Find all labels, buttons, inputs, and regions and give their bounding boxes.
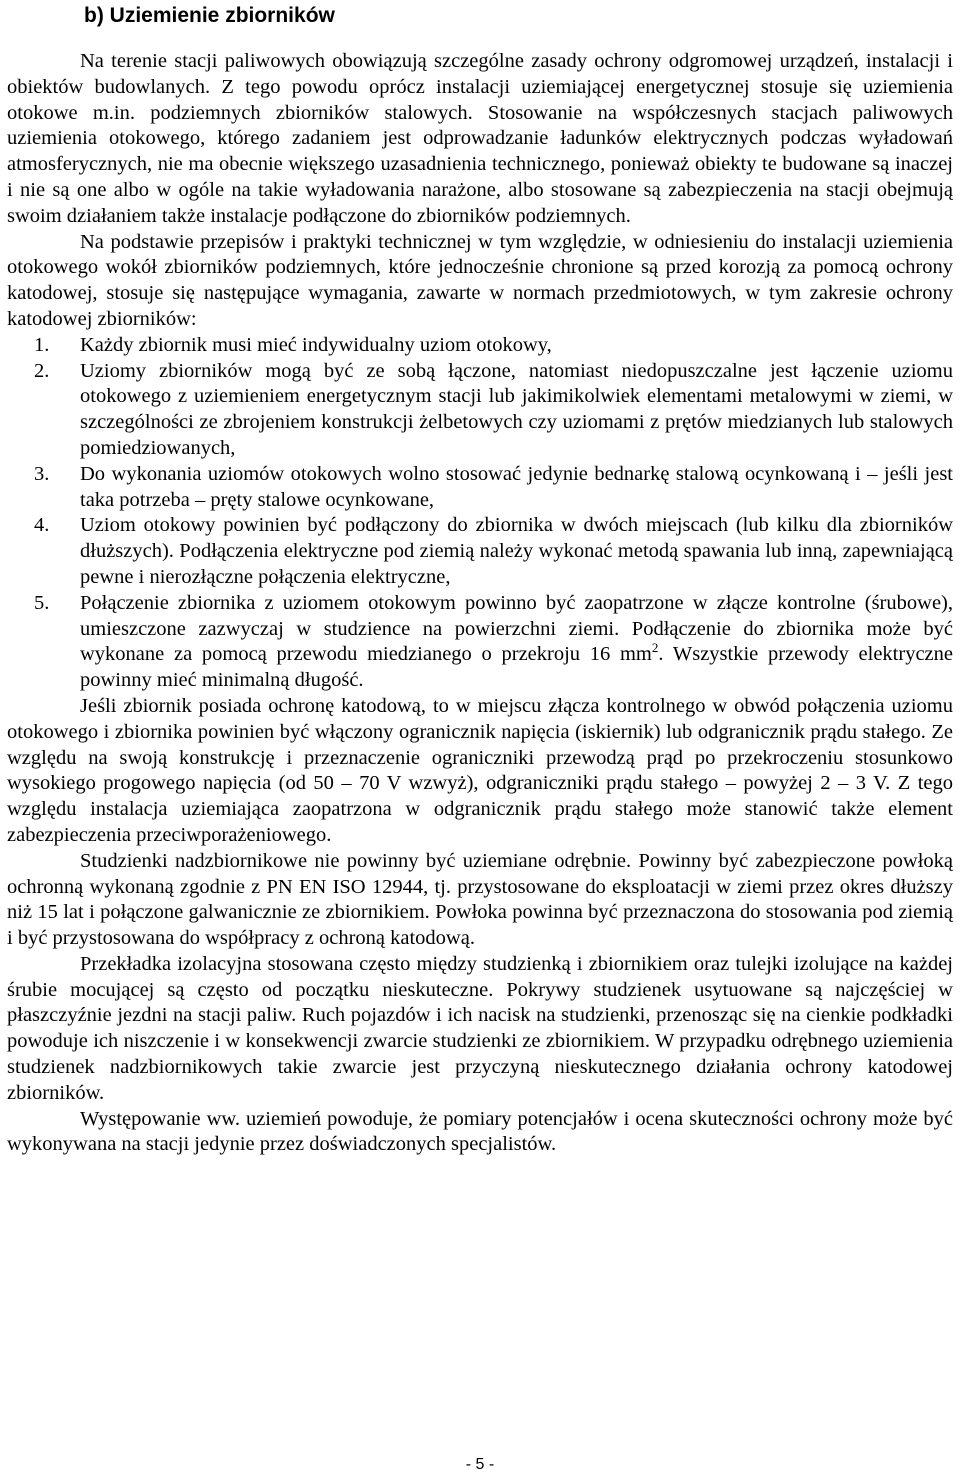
paragraph-requirements-intro: Na podstawie przepisów i praktyki technicznej w tym względzie, w odniesieniu do instalacji uziemienia otokowego wokół zbiorników podziemnych, które jednocześnie chronione są przed korozją za pomocą ochrony katodowej, stosuje się następujące wymagania, zawarte w normach przedmiotowych, w tym zakresie ochrony katodowej zbiorników:	[7, 230, 953, 330]
page-number: - 5 -	[465, 1456, 495, 1473]
list-item	[7, 333, 953, 359]
superscript: 2	[651, 640, 659, 656]
list-item-text-part: . Wszystkie przewody elektryczne powinny mieć minimalną długość.	[80, 643, 953, 692]
list-item-text: Do wykonania uziomów otokowych wolno stosować jedynie bednarkę stalową ocynkowaną i – jeśli jest taka potrzeba – pręty stalowe ocynkowane,	[80, 462, 953, 511]
list-item-text: Każdy zbiornik musi mieć indywidualny uziom otokowy,	[80, 333, 552, 356]
list-item-number: 4.	[34, 514, 50, 537]
paragraph-conclusion: Występowanie ww. uziemień powoduje, że pomiary potencjałów i ocena skuteczności ochrony może być wykonywana na stacji jedynie przez doświadczonych specjalistów.	[7, 1107, 953, 1156]
list-item-text: Uziomy zbiorników mogą być ze sobą łączone, natomiast niedopuszczalne jest łączenie uziomu otokowego z uziemieniem energetycznym stacji lub jakimikolwiek elementami metalowymi w ziemi, w szczególności ze zbrojeniem konstrukcji żelbetowych czy uziomami z prętów miedzianych lub stalowych pomiedziowanych,	[80, 359, 953, 459]
requirements-list	[7, 333, 953, 694]
list-item	[7, 513, 953, 590]
list-item-text: Uziom otokowy powinien być podłączony do zbiornika w dwóch miejscach (lub kilku dla zbiorników dłuższych). Podłączenia elektryczne pod ziemią należy wykonać metodą spawania lub inną, zapewniającą pewne i nierozłączne połączenia elektryczne,	[80, 514, 953, 588]
list-item-number: 3.	[34, 462, 50, 485]
paragraph-intro: Na terenie stacji paliwowych obowiązują szczególne zasady ochrony odgromowej urządzeń, instalacji i obiektów budowlanych. Z tego powodu oprócz instalacji uziemiającej energetycznej stosuje się uziemienia otokowe m.in. podziemnych zbiorników stalowych. Stosowanie na współczesnych stacjach paliwowych uziemienia otokowego, którego zadaniem jest odprowadzanie ładunków elektrycznych podczas wyładowań atmosferycznych, nie ma obecnie większego uzasadnienia technicznego, ponieważ obiekty te budowane są inaczej i nie są one albo w ogóle na takie wyładowania narażone, albo stosowane są zabezpieczenia na stacji obejmują swoim działaniem także instalacje podłączone do zbiorników podziemnych.	[7, 50, 953, 227]
list-item	[7, 462, 953, 514]
list-item-number: 5.	[34, 591, 50, 614]
paragraph-cathodic-protection: Jeśli zbiornik posiada ochronę katodową, to w miejscu złącza kontrolnego w obwód połączenia uziomu otokowego i zbiornika powinien być włączony ogranicznik napięcia (iskiernik) lub odgranicznik prądu stałego. Ze względu na swoją konstrukcję i przeznaczenie ograniczniki przewodzą prąd po przekroczeniu stosunkowo wysokiego progowego napięcia (od 50 – 70 V wzwyż), odgraniczniki prądu stałego – powyżej 2 – 3 V. Z tego względu instalacja uziemiająca zaopatrzona w odgranicznik prądu stałego może stanowić także element zabezpieczenia przeciwporażeniowego.	[7, 694, 953, 846]
list-item-number: 2.	[34, 359, 50, 382]
list-item	[7, 591, 953, 694]
paragraph-manholes: Studzienki nadzbiornikowe nie powinny być uziemiane odrębnie. Powinny być zabezpieczone powłoką ochronną wykonaną zgodnie z PN EN ISO 12944, tj. przystosowane do eksploatacji w ziemi przez okres dłuższy niż 15 lat i połączone galwanicznie ze zbiornikiem. Powłoka powinna być przeznaczona do stosowania pod ziemią i być przystosowana do współpracy z ochroną katodową.	[7, 849, 953, 950]
list-item	[7, 359, 953, 462]
section-title: b) Uziemienie zbiorników	[84, 4, 335, 27]
paragraph-insulating-spacer: Przekładka izolacyjna stosowana często między studzienką i zbiornikiem oraz tulejki izolujące na każdej śrubie mocującej są często od początku nieskuteczne. Pokrywy studzienek usytuowane są najczęściej w płaszczyźnie jezdni na stacji paliw. Ruch pojazdów i ich nacisk na studzienki, przenosząc się na cienkie podkładki powoduje ich niszczenie i w konsekwencji zwarcie studzienki ze zbiornikiem. W przypadku odrębnego uziemienia studzienek nadzbiornikowych takie zwarcie jest przyczyną nieskutecznego działania ochrony katodowej zbiorników.	[7, 952, 953, 1104]
list-item-number: 1.	[34, 333, 50, 356]
list-item-text-part: Połączenie zbiornika z uziomem otokowym powinno być zaopatrzone w złącze kontrolne (śrubowe), umieszczone zazwyczaj w studzience na powierzchni ziemi. Podłączenie do zbiornika może być wykonane za pomocą przewodu miedzianego o przekroju 16 mm	[80, 591, 953, 666]
list-item-text	[80, 591, 953, 694]
